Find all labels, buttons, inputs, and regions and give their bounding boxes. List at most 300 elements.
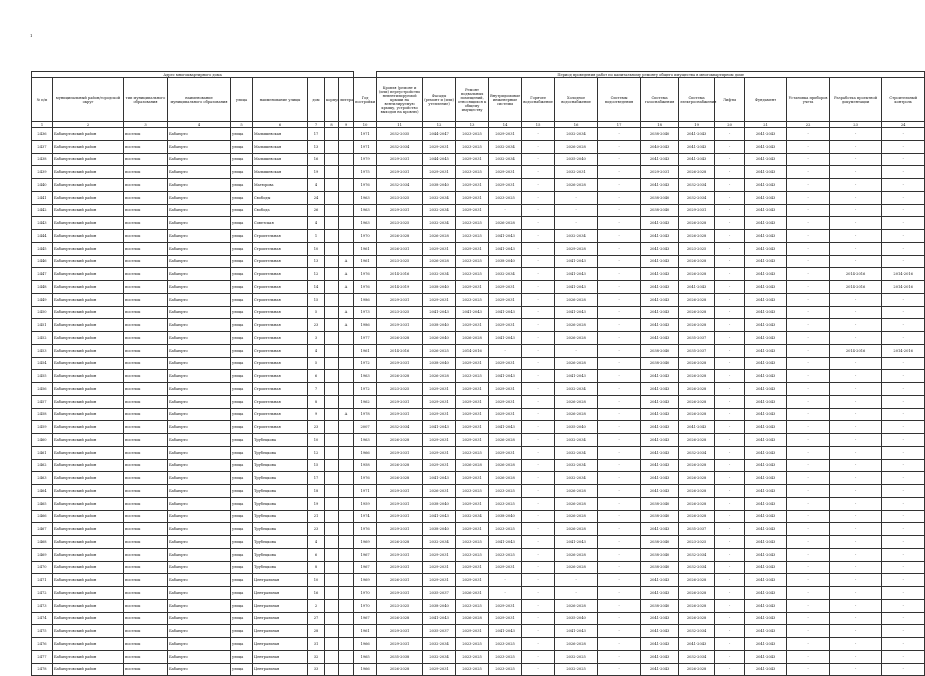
table-cell: - <box>882 536 925 549</box>
table-cell: 2041-2043 <box>745 383 787 396</box>
table-cell: Строительная <box>253 268 308 281</box>
table-cell <box>339 166 354 179</box>
table-cell: - <box>715 332 745 345</box>
table-cell: - <box>787 638 830 651</box>
table-row <box>32 217 925 230</box>
table-cell: - <box>715 561 745 574</box>
table-cell: - <box>522 459 555 472</box>
table-cell: 2041-2043 <box>641 383 679 396</box>
table-cell: поселок <box>124 459 168 472</box>
table-cell: 2029-2031 <box>489 599 522 612</box>
table-cell: 2473 <box>32 599 53 612</box>
table-cell: - <box>522 408 555 421</box>
table-cell: - <box>555 574 598 587</box>
table-cell: 2026-2028 <box>679 383 715 396</box>
column-header: Кровля (ремонт и (или) переустройство невентилируемой крыши на вентилируемую крышу, устройство выходов на кровлю) <box>377 78 423 122</box>
table-row <box>32 536 925 549</box>
table-cell: - <box>715 625 745 638</box>
table-cell: - <box>715 153 745 166</box>
table-cell: Бабаюртовский район <box>53 281 124 294</box>
table-cell: 2023-2025 <box>456 128 489 141</box>
table-cell: 2026-2031 <box>423 485 456 498</box>
table-cell: 2032-2034 <box>555 472 598 485</box>
table-cell: Трубецкова <box>253 523 308 536</box>
table-cell: 2026-2028 <box>377 434 423 447</box>
table-cell: 2023-2025 <box>456 293 489 306</box>
table-cell: 1986 <box>354 319 377 332</box>
table-cell: 1961 <box>354 242 377 255</box>
table-cell: - <box>715 587 745 600</box>
table-row <box>32 587 925 600</box>
table-cell: 2026-2028 <box>555 638 598 651</box>
table-cell: - <box>598 357 641 370</box>
table-cell: 2026-2028 <box>489 459 522 472</box>
table-cell: 2023-2025 <box>456 217 489 230</box>
table-cell: 2032-2034 <box>489 140 522 153</box>
table-cell: 12 <box>308 268 325 281</box>
table-cell: - <box>522 625 555 638</box>
table-cell: Бабаюрто <box>168 485 231 498</box>
table-cell <box>339 561 354 574</box>
table-cell: улица <box>231 434 253 447</box>
table-cell: 2461 <box>32 446 53 459</box>
table-cell: - <box>598 548 641 561</box>
table-cell: Бабаюртовский район <box>53 523 124 536</box>
table-cell <box>325 128 339 141</box>
table-cell: 1979 <box>354 153 377 166</box>
table-cell: улица <box>231 204 253 217</box>
table-cell <box>325 293 339 306</box>
table-cell: - <box>598 587 641 600</box>
table-cell: 2041-2043 <box>641 434 679 447</box>
table-cell: 2029-2031 <box>423 574 456 587</box>
table-cell: Строительная <box>253 383 308 396</box>
column-header: литера <box>339 78 354 122</box>
table-cell: Центральная <box>253 587 308 600</box>
table-cell: 2029-2031 <box>456 561 489 574</box>
table-cell: 2029-2031 <box>377 625 423 638</box>
table-cell: 2041-2043 <box>423 510 456 523</box>
table-cell: 2441 <box>32 191 53 204</box>
table-cell: - <box>715 599 745 612</box>
table-cell: 2029-2031 <box>377 523 423 536</box>
table-cell: Бабаюрто <box>168 510 231 523</box>
table-cell: - <box>715 306 745 319</box>
table-cell: Трубецкова <box>253 446 308 459</box>
table-cell: 2023-2025 <box>489 523 522 536</box>
table-cell: Бабаюртовский район <box>53 242 124 255</box>
table-cell: 2023-2025 <box>456 230 489 243</box>
table-cell: - <box>715 510 745 523</box>
table-cell: улица <box>231 663 253 676</box>
table-cell <box>339 599 354 612</box>
table-cell: 1966 <box>354 446 377 459</box>
table-cell: 2041-2043 <box>745 357 787 370</box>
table-row <box>32 421 925 434</box>
table-cell <box>339 548 354 561</box>
table-cell <box>325 281 339 294</box>
table-cell: поселок <box>124 191 168 204</box>
table-cell <box>339 128 354 141</box>
table-cell: 1975 <box>354 166 377 179</box>
table-cell: А <box>339 408 354 421</box>
table-row <box>32 663 925 676</box>
table-cell: 1967 <box>354 561 377 574</box>
table-cell: улица <box>231 230 253 243</box>
table-cell: - <box>522 140 555 153</box>
table-cell: 2041-2043 <box>745 612 787 625</box>
table-cell: 2041-2043 <box>641 421 679 434</box>
table-cell: Бабаюрто <box>168 242 231 255</box>
column-header: Разработка проектной документации <box>830 78 882 122</box>
table-cell <box>339 383 354 396</box>
table-cell: поселок <box>124 510 168 523</box>
table-cell: 2032-2034 <box>423 268 456 281</box>
table-row <box>32 574 925 587</box>
table-cell: 2041-2043 <box>745 510 787 523</box>
table-cell <box>339 587 354 600</box>
table-cell: - <box>787 408 830 421</box>
table-cell: - <box>882 293 925 306</box>
table-cell <box>325 625 339 638</box>
table-cell <box>339 536 354 549</box>
table-cell: - <box>522 230 555 243</box>
table-cell: - <box>882 421 925 434</box>
table-cell: 2041-2043 <box>555 268 598 281</box>
table-cell: улица <box>231 319 253 332</box>
table-cell: - <box>882 625 925 638</box>
table-cell: 2029-2031 <box>489 128 522 141</box>
table-cell: - <box>715 217 745 230</box>
table-cell: 2023-2025 <box>377 191 423 204</box>
table-cell: 2026-2028 <box>555 332 598 345</box>
table-cell: - <box>882 523 925 536</box>
table-cell: улица <box>231 370 253 383</box>
column-number: 21 <box>745 122 787 128</box>
table-cell: - <box>715 485 745 498</box>
table-cell <box>339 663 354 676</box>
table-cell <box>325 140 339 153</box>
table-cell: Строительная <box>253 370 308 383</box>
table-cell: 2041-2043 <box>489 242 522 255</box>
table-cell: 2026-2028 <box>679 293 715 306</box>
table-cell: - <box>715 383 745 396</box>
table-cell: - <box>882 242 925 255</box>
table-cell: Бабаюртовский район <box>53 625 124 638</box>
table-cell: поселок <box>124 497 168 510</box>
table-cell: 7 <box>308 383 325 396</box>
table-cell: 2023-2025 <box>489 485 522 498</box>
table-cell: - <box>715 191 745 204</box>
table-cell: 1965 <box>354 650 377 663</box>
table-cell: поселок <box>124 599 168 612</box>
table-cell: 2041-2043 <box>641 638 679 651</box>
table-cell <box>325 510 339 523</box>
table-cell: - <box>522 332 555 345</box>
table-cell: 2032-2034 <box>555 128 598 141</box>
table-cell: Бабаюрто <box>168 638 231 651</box>
table-cell: - <box>598 472 641 485</box>
table-cell: 2474 <box>32 612 53 625</box>
periods-group-header: Период проведения работ по капитальному ремонту общего имущества в многоквартирном доме <box>377 72 925 78</box>
table-cell: 2032-2025 <box>555 650 598 663</box>
table-cell: улица <box>231 523 253 536</box>
table-cell: 2026-2028 <box>679 497 715 510</box>
table-row <box>32 255 925 268</box>
table-cell <box>339 204 354 217</box>
table-cell: - <box>830 497 882 510</box>
table-cell: 2026-2028 <box>679 166 715 179</box>
table-cell: - <box>830 523 882 536</box>
column-number: 22 <box>787 122 830 128</box>
table-cell: 26 <box>308 204 325 217</box>
table-cell: 2014-2016 <box>830 281 882 294</box>
table-cell: - <box>830 421 882 434</box>
column-number: 20 <box>715 122 745 128</box>
table-cell: - <box>882 587 925 600</box>
table-cell <box>325 663 339 676</box>
table-cell: 2041-2043 <box>641 459 679 472</box>
table-cell: Строительная <box>253 408 308 421</box>
table-cell: 2041-2043 <box>641 395 679 408</box>
table-cell: - <box>598 230 641 243</box>
table-cell: Малышевская <box>253 153 308 166</box>
table-cell: Бабаюрто <box>168 370 231 383</box>
table-cell: 2023-2025 <box>456 140 489 153</box>
table-cell: - <box>830 599 882 612</box>
table-cell: 2041-2043 <box>641 332 679 345</box>
table-cell: 5 <box>308 357 325 370</box>
table-cell: улица <box>231 548 253 561</box>
table-cell: 2029-2031 <box>456 357 489 370</box>
table-cell: 2041-2043 <box>745 242 787 255</box>
table-cell <box>325 357 339 370</box>
table-cell: 2041-2043 <box>745 128 787 141</box>
table-cell: - <box>715 434 745 447</box>
table-cell: 2026-2028 <box>679 395 715 408</box>
table-cell: 2023-2025 <box>456 599 489 612</box>
table-cell: - <box>830 242 882 255</box>
table-cell: 2032-2035 <box>377 128 423 141</box>
column-header: Строительный контроль <box>882 78 925 122</box>
table-cell: Строительная <box>253 230 308 243</box>
table-cell: Бабаюртовский район <box>53 446 124 459</box>
table-cell: Бабаюртовский район <box>53 638 124 651</box>
table-cell: 24 <box>308 191 325 204</box>
table-cell: 2026-2028 <box>679 612 715 625</box>
table-cell: - <box>787 548 830 561</box>
table-cell: Бабаюртовский район <box>53 357 124 370</box>
table-cell: 2029-2031 <box>423 561 456 574</box>
table-cell: Матюрова <box>253 179 308 192</box>
table-cell: 2041-2043 <box>745 153 787 166</box>
table-cell: 2023-2025 <box>377 255 423 268</box>
table-cell: 2035-2037 <box>679 332 715 345</box>
table-cell: 27 <box>308 612 325 625</box>
table-cell: 2029-2031 <box>456 574 489 587</box>
table-cell: 2032-2034 <box>679 650 715 663</box>
table-cell: 2032-2034 <box>679 625 715 638</box>
table-cell: Бабаюртовский район <box>53 408 124 421</box>
table-cell: 2041-2043 <box>745 497 787 510</box>
table-cell: - <box>598 179 641 192</box>
table-cell: поселок <box>124 383 168 396</box>
table-cell: поселок <box>124 293 168 306</box>
table-cell: 2029-2031 <box>423 293 456 306</box>
table-cell: 2032-2034 <box>679 548 715 561</box>
table-row <box>32 459 925 472</box>
table-cell <box>339 332 354 345</box>
table-cell: - <box>882 319 925 332</box>
column-number: 15 <box>522 122 555 128</box>
table-cell: 2464 <box>32 485 53 498</box>
table-cell: 15 <box>308 459 325 472</box>
table-cell <box>325 587 339 600</box>
table-cell: Бабаюртовский район <box>53 434 124 447</box>
table-cell: 15 <box>308 293 325 306</box>
table-cell: Бабаюрто <box>168 332 231 345</box>
table-cell: - <box>830 370 882 383</box>
column-number: 8 <box>325 122 339 128</box>
table-cell: 2041-2043 <box>745 395 787 408</box>
table-cell: 2014-2016 <box>882 281 925 294</box>
table-cell: - <box>598 625 641 638</box>
table-cell: Свободы <box>253 191 308 204</box>
table-cell: 2472 <box>32 587 53 600</box>
table-cell: 2038-2040 <box>423 497 456 510</box>
table-cell: 6 <box>308 370 325 383</box>
table-cell: 2029-2031 <box>489 446 522 459</box>
table-cell: Трубецкова <box>253 510 308 523</box>
column-header-row <box>32 78 925 122</box>
table-cell: 2029-2031 <box>456 472 489 485</box>
table-cell: 2041-2043 <box>641 255 679 268</box>
table-cell: 2029-2031 <box>456 242 489 255</box>
table-cell: - <box>830 166 882 179</box>
table-cell: 2041-2043 <box>489 625 522 638</box>
table-cell: Бабаюрто <box>168 191 231 204</box>
table-cell: 2023-2025 <box>456 663 489 676</box>
table-cell: - <box>830 485 882 498</box>
table-row <box>32 357 925 370</box>
table-row <box>32 638 925 651</box>
table-cell: 2038-2040 <box>641 128 679 141</box>
table-cell: Бабаюртовский район <box>53 255 124 268</box>
table-cell <box>325 485 339 498</box>
table-cell: 2041-2043 <box>489 306 522 319</box>
table-cell: 2026-2028 <box>679 408 715 421</box>
table-cell: 2029-2031 <box>423 166 456 179</box>
table-row <box>32 319 925 332</box>
table-cell: улица <box>231 638 253 651</box>
table-cell: 2038-2040 <box>641 357 679 370</box>
table-cell: 2032-2034 <box>555 434 598 447</box>
table-cell: 2457 <box>32 395 53 408</box>
table-cell: 2029-2031 <box>456 383 489 396</box>
table-cell: - <box>787 306 830 319</box>
table-row <box>32 485 925 498</box>
table-cell: 1974 <box>354 510 377 523</box>
table-cell: 14 <box>308 281 325 294</box>
table-cell <box>325 242 339 255</box>
table-cell: 1959 <box>354 497 377 510</box>
table-cell: 2026-2028 <box>377 612 423 625</box>
table-cell: - <box>830 638 882 651</box>
table-cell: 2041-2043 <box>489 536 522 549</box>
table-cell: - <box>830 663 882 676</box>
table-cell: - <box>522 587 555 600</box>
table-cell: 2026-2028 <box>377 459 423 472</box>
table-cell: 2471 <box>32 574 53 587</box>
table-cell: - <box>787 128 830 141</box>
table-cell: 2446 <box>32 255 53 268</box>
table-cell: - <box>555 587 598 600</box>
table-cell: - <box>522 561 555 574</box>
table-cell: 1970 <box>354 587 377 600</box>
column-header: Ремонт подвальных помещений, относящихся к общему имуществу <box>456 78 489 122</box>
table-cell: 2029-2031 <box>489 383 522 396</box>
table-cell: 2026-2028 <box>679 230 715 243</box>
table-cell: - <box>522 179 555 192</box>
table-cell <box>339 638 354 651</box>
table-cell: 2038-2040 <box>641 548 679 561</box>
table-cell: 2041-2043 <box>555 370 598 383</box>
table-cell: - <box>489 344 522 357</box>
table-cell: Бабаюртовский район <box>53 179 124 192</box>
table-cell: 2038-2040 <box>641 510 679 523</box>
column-number: 6 <box>253 122 308 128</box>
table-cell: улица <box>231 421 253 434</box>
table-cell <box>325 268 339 281</box>
table-row <box>32 408 925 421</box>
table-cell: улица <box>231 459 253 472</box>
table-cell: 2026-2028 <box>555 599 598 612</box>
table-cell: - <box>522 255 555 268</box>
table-cell: Бабаюртовский район <box>53 268 124 281</box>
table-cell: 2041-2043 <box>423 612 456 625</box>
table-cell: - <box>555 204 598 217</box>
table-cell: 2041-2043 <box>641 370 679 383</box>
table-cell: Строительная <box>253 293 308 306</box>
table-cell: - <box>787 370 830 383</box>
table-cell: 2444 <box>32 230 53 243</box>
table-cell: - <box>830 587 882 600</box>
table-cell: поселок <box>124 536 168 549</box>
table-cell: поселок <box>124 242 168 255</box>
column-header: корпус <box>325 78 339 122</box>
table-cell: - <box>830 625 882 638</box>
table-cell: - <box>882 650 925 663</box>
table-cell <box>339 421 354 434</box>
table-cell: 4 <box>308 179 325 192</box>
table-cell: 2023-2025 <box>456 166 489 179</box>
table-cell: - <box>830 204 882 217</box>
table-cell: - <box>522 242 555 255</box>
table-cell: 1963 <box>354 191 377 204</box>
table-cell: Бабаюрто <box>168 179 231 192</box>
table-cell: Бабаюртовский район <box>53 306 124 319</box>
column-header: Холодное водоснабжение <box>555 78 598 122</box>
table-cell: поселок <box>124 625 168 638</box>
table-cell: 2029-2031 <box>456 523 489 536</box>
column-number: 1 <box>32 122 53 128</box>
table-cell: 2032-2034 <box>423 536 456 549</box>
table-cell: Бабаюрто <box>168 434 231 447</box>
table-cell: Бабаюртовский район <box>53 485 124 498</box>
table-cell: Строительная <box>253 319 308 332</box>
table-cell: - <box>787 574 830 587</box>
table-cell: 2029-2031 <box>423 140 456 153</box>
